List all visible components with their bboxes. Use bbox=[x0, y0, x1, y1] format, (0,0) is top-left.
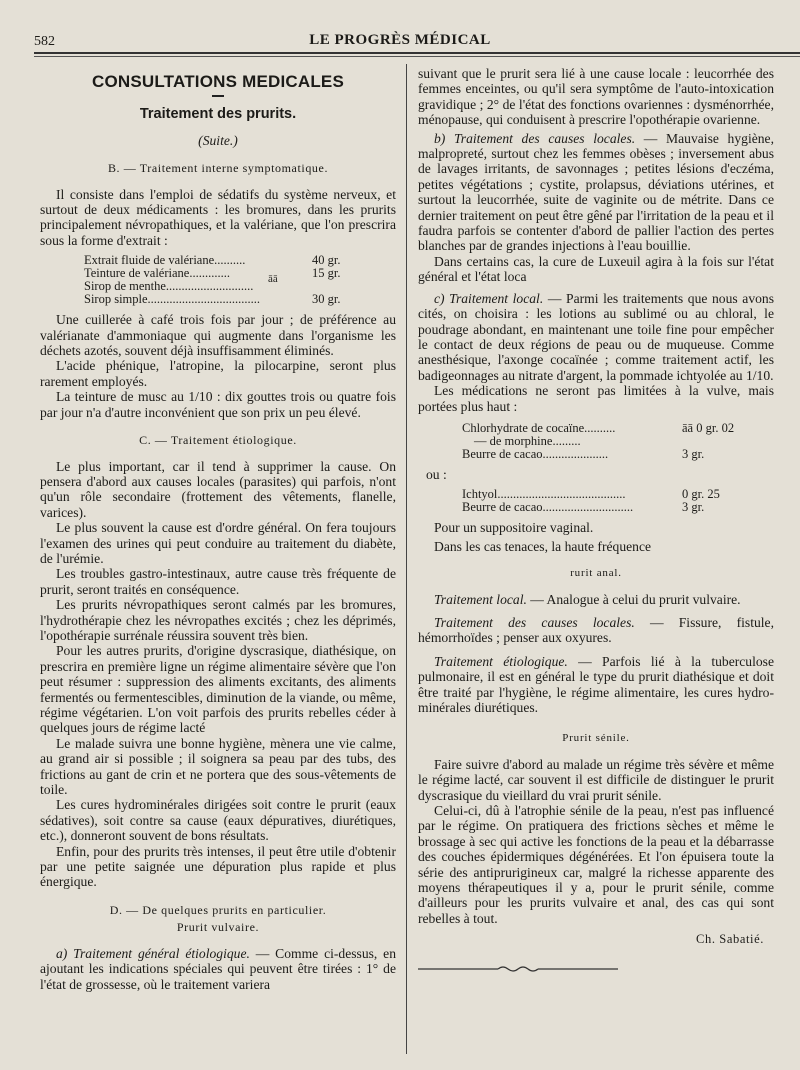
author-signature: Ch. Sabatié. bbox=[696, 932, 764, 947]
section-c-paragraph: Le plus important, car il tend à supprimer la cause. On pensera d'abord aux causes locales (parasites) qui parfois, n'ont qu'un rôle secondaire (frottement des vêtements, flanelle, varices). bbox=[40, 458, 396, 520]
ingredient-amount: 3 gr. bbox=[682, 500, 705, 515]
title-dash bbox=[212, 95, 224, 97]
page-number: 582 bbox=[34, 34, 55, 49]
luxeuil-paragraph: Dans certains cas, la cure de Luxeuil agira à la fois sur l'état général et l'état loca bbox=[418, 253, 774, 285]
prescription-ichtyol bbox=[462, 488, 774, 514]
section-c-heading: C. — Traitement étiologique. bbox=[139, 433, 297, 448]
right-column bbox=[418, 66, 774, 977]
ingredient-amount: 0 gr. 25 bbox=[682, 487, 720, 502]
ingredient-amount: āā 0 gr. 02 bbox=[682, 420, 735, 435]
anal-causes-label: Traitement des causes locales. bbox=[434, 614, 635, 630]
ingredient-name: Chlorhydrate de cocaïne.......... bbox=[462, 420, 616, 435]
high-frequency-line: Dans les cas tenaces, la haute fréquence bbox=[434, 538, 652, 554]
article-title: CONSULTATIONS MEDICALES bbox=[91, 72, 345, 91]
anal-etio-text: — Parfois lié à la tuberculose pulmonaire, il est en général le type du prurit diathésique et doit être traité par l'hygiène, le régime alimentaire, les cures hydro-minérales diurétiques. bbox=[418, 653, 774, 715]
local-treatment-label: c) Traitement local. bbox=[434, 290, 544, 306]
ingredient-name: Ichtyol......................................... bbox=[462, 487, 626, 502]
section-b-paragraph: La teinture de musc au 1/10 : dix gouttes trois ou quatre fois par jour n'a d'autre inconvénient que son prix un peu élevé. bbox=[40, 389, 396, 420]
ingredient-name: Extrait fluide de valériane.......... bbox=[84, 253, 246, 268]
section-b-heading: B. — Traitement interne symptomatique. bbox=[107, 161, 329, 176]
ingredient-amount: 15 gr. bbox=[312, 266, 341, 281]
anal-causes-text: — Fissure, fistule, hémorrhoïdes ; penser aux oxyures. bbox=[418, 614, 774, 646]
medications-paragraph: Les médications ne seront pas limitées à la vulve, mais portées plus haut : bbox=[418, 383, 774, 414]
suppository-line: Pour un suppositoire vaginal. bbox=[434, 520, 594, 536]
section-c-paragraph: Les prurits névropathiques seront calmés par les bromures, l'hydrothérapie chez les névropathes excités ; chez les déprimés, l'opothérapie surrénale réussira souvent très bien. bbox=[40, 597, 396, 643]
anal-etio-paragraph bbox=[418, 654, 774, 716]
prescription-line bbox=[462, 448, 774, 461]
local-causes-paragraph bbox=[418, 131, 774, 254]
running-title: LE PROGRÈS MÉDICAL bbox=[309, 32, 491, 48]
ingredient-amount: 30 gr. bbox=[312, 292, 341, 307]
local-treatment-paragraph bbox=[418, 291, 774, 383]
anal-local-label: Traitement local. bbox=[434, 591, 527, 607]
anal-causes-paragraph bbox=[418, 615, 774, 646]
ingredient-name: Sirop de menthe............................ bbox=[84, 279, 254, 294]
brace-aa: āā bbox=[268, 273, 278, 286]
ingredient-name: Sirop simple.................................... bbox=[84, 292, 261, 307]
ingredient-name: Teinture de valériane............. bbox=[84, 266, 230, 281]
section-d-subheading: Prurit vulvaire. bbox=[176, 920, 260, 935]
section-c-paragraph: Les cures hydrominérales dirigées soit contre le prurit (eaux sédatives), soit contre sa cause (eaux dépuratives, diurétiques, etc.), donneront souvent de bons résultats. bbox=[40, 797, 396, 844]
header-rule bbox=[34, 52, 800, 54]
senile-paragraph: Faire suivre d'abord au malade un régime très sévère et même le régime lacté, car souvent il est difficile de distinguer le prurit dyscrasique du vieillard du vrai prurit sénile. bbox=[418, 756, 774, 803]
section-d-paragraph bbox=[40, 946, 396, 992]
section-c-paragraph: Le plus souvent la cause est d'ordre général. On fera toujours l'examen des urines qui peut conduire au traitement du diabète, de l'urémie. bbox=[40, 520, 396, 566]
anal-etio-label: Traitement étiologique. bbox=[434, 653, 568, 669]
left-column bbox=[40, 66, 396, 992]
header-rule-thin bbox=[34, 56, 800, 57]
anal-local-paragraph bbox=[418, 592, 774, 607]
prescription-cocaine bbox=[462, 422, 774, 461]
end-ornament bbox=[418, 964, 618, 974]
section-c-paragraph: Le malade suivra une bonne hygiène, mènera une vie calme, au grand air si possible ; il soignera sa peau par des tubs, des frictions au gant de crin et ne portera que des sous-vêtements de toile. bbox=[40, 735, 396, 798]
section-b-paragraph: Il consiste dans l'emploi de sédatifs du système nerveux, et surtout de deux médicaments : les bromures, dans les prurits principalement névropathiques, et la valériane, que l'on prescrira sous la forme d'extrait : bbox=[40, 186, 396, 248]
senile-prurit-heading: Prurit sénile. bbox=[562, 732, 630, 745]
suite-note: (Suite.) bbox=[198, 132, 238, 148]
anal-local-text: — Analogue à celui du prurit vulvaire. bbox=[526, 591, 741, 607]
ingredient-name: — de morphine......... bbox=[474, 433, 581, 448]
section-c-paragraph: Les troubles gastro-intestinaux, autre cause très fréquente de prurit, seront traités en conséquence. bbox=[40, 566, 396, 597]
ingredient-amount: 40 gr. bbox=[312, 253, 341, 268]
continued-paragraph: suivant que le prurit sera lié à une cause locale : leucorrhée des femmes enceintes, ou qu'il sera symptôme de l'auto-intoxication gravidique ; 2° de l'état des fonctions ovariennes : dysménorrhée, ménopause, qui conduisent à prescrire l'opothérapie ovarienne. bbox=[418, 66, 774, 128]
local-causes-label: b) Traitement des causes locales. bbox=[434, 130, 636, 146]
article-subtitle: Traitement des prurits. bbox=[139, 106, 297, 123]
ingredient-name: Beurre de cacao............................. bbox=[462, 500, 634, 515]
section-b-paragraph: Une cuillerée à café trois fois par jour ; de préférence au valérianate d'ammoniaque qui augmente dans l'organisme les déchets azotés, souvent déjà insuffisamment éliminés. bbox=[40, 312, 396, 359]
section-b-paragraph: L'acide phénique, l'atropine, la pilocarpine, seront plus rarement employés. bbox=[40, 358, 396, 389]
senile-paragraph: Celui-ci, dû à l'atrophie sénile de la peau, n'est pas influencé par le régime. On pratiquera des frictions sèches et même le brossage à sec qui active les fonctions de la peau et la débarrasse des couches épidermiques dégénérées. Et l'on épuisera toute la série des antiprurigineux car, malgré la richesse apparente des moyens thérapeutiques il y a, pour le prurit sénile, comme d'ailleurs pour les prurits vulvaire et anal, des cas qui sont rebelles à tout. bbox=[418, 803, 774, 926]
anal-prurit-heading: rurit anal. bbox=[570, 567, 622, 580]
section-d-text: — Comme ci-dessus, en ajoutant les indications spéciales qui peuvent être tirées : 1° de l'état de grossesse, où le traitement variera bbox=[40, 945, 396, 992]
section-d-label: a) Traitement général étiologique. bbox=[56, 945, 250, 961]
prescription-line bbox=[84, 293, 396, 306]
page-header bbox=[0, 0, 800, 56]
ingredient-amount: 3 gr. bbox=[682, 446, 705, 461]
local-causes-text: — Mauvaise hygiène, malpropreté, surtout chez les femmes obèses ; inversement abus de lavages irritants, de savonnages ; petites lésions d'eczéma, petites végétations ; cystite, prolapsus, déviations utérines, et surtout la leucorrhée, suite de vaginite ou de métrite. Dans ce dernier traitement on peut être gêné par l'irritation de la peau et il faudra parfois se contenter d'abord de pallier l'action des pertes blanches par de grandes injections à l'eau bouillie. bbox=[418, 130, 774, 254]
prescription-valeriane bbox=[84, 254, 396, 306]
section-c-paragraph: Enfin, pour des prurits très intenses, il peut être utile d'obtenir par une petite saignée une dépuration plus rapide et plus énergique. bbox=[40, 843, 396, 890]
prescription-line bbox=[462, 501, 774, 514]
or-label: ou : bbox=[426, 466, 447, 482]
section-d-heading: D. — De quelques prurits en particulier. bbox=[109, 902, 327, 917]
section-c-paragraph: Pour les autres prurits, d'origine dyscrasique, diathésique, on prescrira en première ligne un régime alimentaire sévère que l'on peut résumer : suppression des aliments excitants, des aliments fermentés ou fermentescibles, diminution de la viande, ou même, régime végétarien. L'on voit parfois des prurits rebelles céder à quelques jours de régime lacté bbox=[40, 643, 396, 736]
column-divider bbox=[406, 64, 407, 1054]
ingredient-name: Beurre de cacao..................... bbox=[462, 446, 609, 461]
local-treatment-text: — Parmi les traitements que nous avons cités, on choisira : les lotions au sublimé ou au chloral, le poudrage abondant, en maintenant une toile fine pour empêcher le contact de deux régions de peau ou de muqueuse. Comme anesthésique, l'axonge cocaïnée ; comme traitement actif, les badigeonnages au nitrate d'argent, la pommade ichtyolée au 1/10. bbox=[418, 290, 774, 383]
